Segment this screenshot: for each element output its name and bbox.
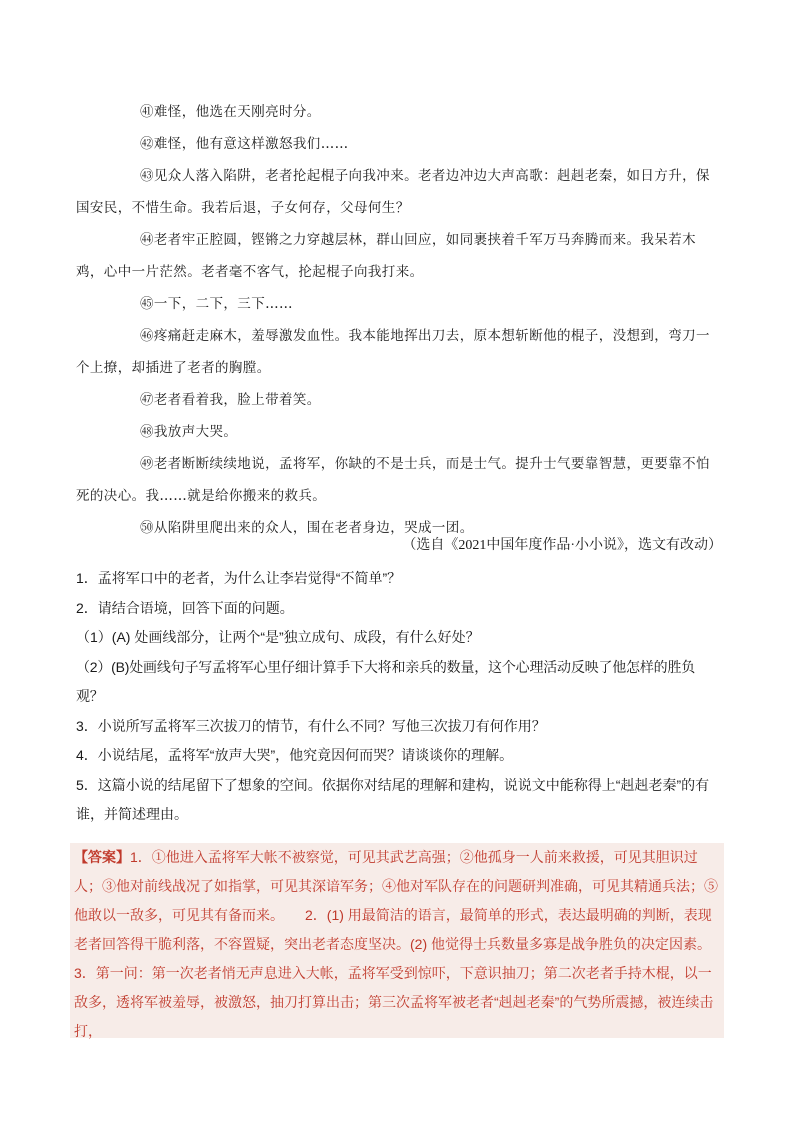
question-item: （1）(A) 处画线部分，让两个“是”独立成句、成段，有什么好处？ bbox=[76, 629, 480, 645]
question-list bbox=[76, 564, 722, 830]
source-citation: （选自《2021中国年度作品·小小说》，选文有改动） bbox=[402, 538, 722, 553]
story-paragraph: ㊶难怪，他选在天刚亮时分。 bbox=[140, 104, 321, 120]
story-paragraph: ㊾老者断断续续地说，孟将军，你缺的不是士兵，而是士气。提升士气要靠智慧，更要靠不怕死的决心。我……就是给你搬来的救兵。 bbox=[76, 456, 710, 504]
answer-tag: 【答案】 bbox=[74, 849, 130, 865]
question-item: 1．孟将军口中的老者，为什么让李岩觉得“不简单”？ bbox=[76, 570, 402, 586]
story-paragraph: ㊽我放声大哭。 bbox=[140, 424, 238, 440]
story-paragraph: ㊼老者看着我，脸上带着笑。 bbox=[140, 392, 321, 408]
question-item: 2．请结合语境，回答下面的问题。 bbox=[76, 599, 294, 616]
answer-box bbox=[70, 843, 724, 1038]
story-paragraph: ㊷难怪，他有意这样激怒我们…… bbox=[140, 136, 349, 152]
question-item: 5．这篇小说的结尾留下了想象的空间。依据你对结尾的理解和建构，说说文中能称得上“赳赳老秦”的有谁，并简述理由。 bbox=[76, 776, 710, 822]
story-paragraph: ㊹老者牢正腔圆，铿锵之力穿越层林，群山回应，如同裹挟着千军万马奔腾而来。我呆若木鸡，心中一片茫然。老者毫不客气，抡起棍子向我打来。 bbox=[76, 232, 697, 280]
answer-text: 1．①他进入孟将军大帐不被察觉，可见其武艺高强；②他孤身一人前来救援，可见其胆识过人；③他对前线战况了如指掌，可见其深谙军务；④他对军队存在的问题研判准确，可见其精通兵法；⑤他敢以一敌多，可见其有备而来。 2．(1) 用最简洁的语言，最简单的形式，表达最明确的判断，表现老者回答得干脆利落，不容置疑，突出老者态度坚决。(2) 他觉得士兵数量多寡是战争胜负的决定因素。 bbox=[74, 849, 718, 952]
story-paragraph: ㊿从陷阱里爬出来的众人，围在老者身边，哭成一团。 bbox=[140, 520, 474, 536]
story-paragraph: ㊺一下，二下，三下…… bbox=[140, 296, 293, 312]
question-item: （2）(B)处画线句子写孟将军心里仔细计算手下大将和亲兵的数量，这个心理活动反映了他怎样的胜负观？ bbox=[76, 658, 696, 704]
answer-paragraph: 3．第一问：第一次老者悄无声息进入大帐，孟将军受到惊吓，下意识抽刀；第二次老者手持木棍，以一敌多，透将军被羞辱，被激怒，抽刀打算出击；第三次孟将军被老者“赳赳老秦”的气势所震撼，被连续击打， bbox=[74, 965, 714, 1039]
story-paragraph: ㊸见众人落入陷阱，老者抡起棍子向我冲来。老者边冲边大声高歌：赳赳老秦，如日方升，保国安民，不惜生命。我若后退，子女何存，父母何生？ bbox=[76, 168, 710, 216]
answer-paragraph bbox=[74, 843, 720, 959]
question-item: 4．小说结尾，孟将军“放声大哭”，他究竟因何而哭？请谈谈你的理解。 bbox=[76, 747, 514, 763]
story-text bbox=[76, 96, 722, 544]
story-paragraph: ㊻疼痛赶走麻木，羞辱激发血性。我本能地挥出刀去，原本想斩断他的棍子，没想到，弯刀一个上撩，却插进了老者的胸膛。 bbox=[76, 328, 710, 376]
question-item: 3．小说所写孟将军三次拔刀的情节，有什么不同？写他三次拔刀有何作用？ bbox=[76, 717, 546, 734]
